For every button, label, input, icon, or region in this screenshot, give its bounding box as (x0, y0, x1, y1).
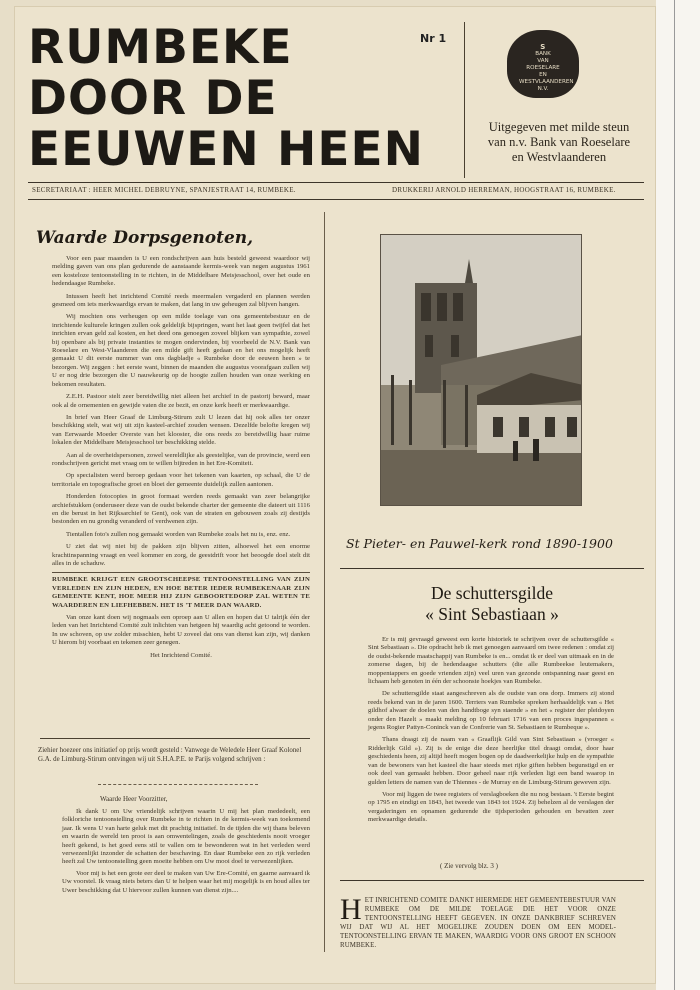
logo-line-3: ROESELARE (526, 65, 560, 71)
letter-paragraph: Ik dank U om Uw vriendelijk schrijven waarin U mij het plan mededeelt, een folkloriche tentoonstelling over Rumbeke in te richten in de kermis-week van toekomend jaar. Ik wens U van harte geluk met dit prachtig initiatief. In de tijden die wij thans beleven en waarin de wereld ten prooi is aan omwentelingen, zoals de geschiedenis nooit vroeger heeft gekend, is het goed eens stil te vallen om te bewonderen wat in het verleden werd verwezenlijkt inzonder de schatten der beschaving. En daar Rumbeke een zo rijk verleden heeft zal Uw tentoonstelling geen moeite hebben om Uw mooi doel te verwezenlijken. (62, 808, 310, 866)
subtitle-line-2: van n.v. Bank van Roeselare (487, 135, 631, 149)
letter-dashed-rule (98, 784, 258, 785)
title-line-2: DOOR DE (28, 71, 278, 126)
right-paragraph: Er is mij gevraagd geweest een korte historiek te schrijven over de schuttersgilde « Sint Sebastiaan ». Die opdracht heb ik met genoegen aanvaard om twee redenen : omdat zij de oudst-bekende maatschappij van Rumbeke is en... omdat ik er deel van uitmaak en in de zomerse dagen, bij de hedendaagse schutters (die alle Rumbeekse leutemakers, moppentappers en goede vrienden zijn) veel uren van gezonde ontspanning naar geest en lichaam heb genoten in één der schoonste hoekjes van Rumbeke. (368, 636, 614, 686)
right-paragraph: De schuttersgilde staat aangeschreven als de oudste van ons dorp. Immers zij stond reeds bekend van in de jaren 1600. Terriers van Rumbeke spreken herhaaldelijk van « Het gildhof alwaer de doelen van den handtboge syn staende » en het « register der pleidoyen onder den Hazelt » maakt melding op 10 februari 1716 van een proces ingespannen « jegens Rogier Pattyn-Coninck van de Confrerie van St. Sebastiaen te Rumbeque ». (368, 690, 614, 732)
caption-rule (340, 568, 644, 569)
article-title-line-2: « Sint Sebastiaan » (425, 604, 559, 624)
left-paragraph: Z.E.H. Pastoor stelt zeer bereidwillig niet alleen het archief in de pastorij beward, maar ook al de ornementen en gewijde vaten die ze bezit, en onze kerk heeft er merkwaardige. (52, 393, 310, 409)
letter-salutation: Waarde Heer Voorzitter, (100, 795, 168, 803)
masthead-subtitle (470, 120, 648, 165)
drukkerij-line: DRUKKERIJ ARNOLD HERREMAN, HOOGSTRAAT 16, RUMBEKE. (392, 186, 616, 194)
subtitle-line-1: Uitgegeven met milde steun (488, 120, 630, 134)
letter-paragraph: Voor mij is het een grote eer deel te maken van Uw Ere-Comité, en gaarne aanvaard ik Uw voorstel. Ik vraag niets beters dan U te helpen waar het mij mogelijk is en houd alles ter Uwer beschikking dat U hiervoor zullen kunnen van dienst zijn.... (62, 869, 310, 894)
title-line-3: EEUWEN HEEN (28, 122, 424, 177)
article-title-line-1: De schuttersgilde (431, 583, 553, 603)
right-article (368, 636, 614, 829)
logo-line-2: VAN (537, 58, 549, 64)
church-photo (380, 234, 582, 506)
church-illustration (381, 235, 582, 506)
continued-note: ( Zie vervolg blz. 3 ) (440, 862, 498, 870)
masthead-rule-top (28, 182, 644, 183)
left-paragraph: Aan al de overheidspersonen, zowel wereldlijke als geestelijke, van de provincie, werd een rondschrijven gericht met vraag om te willen bijtreden in het Ere-Komiteit. (52, 451, 310, 467)
logo-line-1: BANK (535, 51, 551, 57)
photo-caption: St Pieter- en Pauwel-kerk rond 1890-1900 (346, 536, 613, 551)
greeting-heading: Waarde Dorpsgenoten, (36, 228, 254, 248)
letter-body (62, 808, 310, 898)
bank-logo (507, 30, 579, 98)
masthead-divider (464, 22, 465, 178)
letter-intro: Ziehier hoezeer ons initiatief op prijs wordt gesteld : Vanwege de Weledele Heer Graaf Kolonel G.A. de Limburg-Stirum ontvingen wij uit S.H.A.P.E. te Parijs volgend schrijven : (38, 747, 302, 763)
closing-text: ET INRICHTEND COMITE DANKT HIERMEDE HET GEMEENTEBESTUUR VAN RUMBEKE OM DE MILDE TOELAGE DIE HET VOOR ONZE TENTOONSTELLING HEEFT GEGEVEN. IN ONZE DANKBRIEF SCHREVEN WIJ DAT WIJ AL HET MOGELIJKE ZOUDEN DOEN OM EEN MODEL-TENTOONSTELLING ERVAN TE MAKEN, WAARDIG VOOR ONS GROOT EN SCHOON RUMBEKE. (340, 897, 616, 949)
secretariaat-line: SECRETARIAAT : HEER MICHEL DEBRUYNE, SPANJESTRAAT 14, RUMBEKE. (32, 186, 296, 194)
drop-cap: H (340, 893, 362, 926)
closing-rule (340, 880, 644, 881)
subtitle-line-3: en Westvlaanderen (511, 150, 607, 164)
right-paragraph: Voor mij liggen de twee registers of verslagboeken die nu nog bestaan. 't Eerste begint op 1795 en eindigt en 1843, het tweede van 1843 tot 1924. Zij behelzen al de verslagen der vergaderingen en opnamen gedurende die tijdsperioden gehouden en bevatten zeer merkwaardige details. (368, 790, 614, 824)
issue-number: Nr 1 (420, 32, 447, 45)
left-paragraph: Voor een paar maanden is U een rondschrijven aan huis besteld geweest waardoor wij melding gaven van ons plan gedurende de aanstaande kermis-week van negen augustus 1961 een kosteloze tentoonstelling in te richten, in de Middelbare Meisjesschool, over het oude en hedendaagse Rumbeke. (52, 255, 310, 288)
left-paragraph: In brief van Heer Graaf de Limburg-Stirum zult U lezen dat hij ook alles ter onzer beschikking stelt, wat wij uit zijn kasteel-archief zouden wensen. Dezelfde belofte kregen wij van Eerwaarde Moeder Overste van het klooster, die ons reeds zo bereidwillig haar ruime lokalen der Middelbare Meisjesschool ter beschikking stelde. (52, 413, 310, 447)
scan-margin (656, 0, 700, 990)
left-paragraph: Honderden fotocopies in groot formaat werden reeds gemaakt van zeer belangrijke archiefstukken (onderuseer deze van de oudst bekende charter der gemeente die dateert uit 1116 en die berust in het Rijksarchief te Gent), ook van de straten en gebouwen zoals zij destijds bestonden en nu grondig veranderd of verdwenen zijn. (52, 493, 310, 526)
closing-paragraph: Van onze kant doen wij nogmaals een oproep aan U allen en hopen dat U talrijk één der leden van het Inrichtend Comité zult inlichten van hetgeen hij waardig acht getoond te worden. In uw schoven, op uw zolder misschien, hebt U zoveel dat ons van dienst kan zijn, wij danken U hierom bij voorbaat en tekenen zeer genegen. (52, 614, 310, 647)
left-paragraph: U ziet dat wij niet bij de pakken zijn blijven zitten, alhoewel het een enorme krachtinspanning vraagt en veel kommer en zorg, de geestdrift voor het beoogde doel stelt dit alles in de schaduw. (52, 543, 310, 567)
masthead-rule-bottom (28, 199, 644, 200)
column-divider (324, 212, 325, 952)
left-article (52, 255, 310, 664)
title-line-1: RUMBEKE (28, 20, 293, 75)
signature: Het Inrichtend Comité. (150, 651, 212, 659)
caps-statement: RUMBEKE KRIJGT EEN GROOTSCHEEPSE TENTOONSTELLING VAN ZIJN VERLEDEN EN ZIJN HEDEN, EN HOE BETER IEDER RUMBEKENAAR ZIJN GEMEENTE KENT, HOE MEER HIJ ZIJN GEBOORTEDORP ZAL WETEN TE WAARDEREN EN LIEFHEBBEN. HET IS 'T MEER DAN WAARD. (52, 572, 310, 610)
left-paragraph: Tientallen foto's zullen nog gemaakt worden van Rumbeke zoals het nu is, enz. enz. (66, 530, 291, 538)
left-paragraph: Wij mochten ons verheugen op een milde toelage van ons gemeentebestuur en de inrichtende kulturele kringen zullen ook geldelijk bijspringen, want het laat geen twijfel dat het inrichten ervan geld zal kosten, en het deed ons genoegen zoveel blijken van sympathie, zowel bij openbare als bij private instanties te mogen ondervinden, bij voorbeeld de N.V. Bank van Roeselare en West-Vlaanderen die een milde gift heeft gedaan en het ons mogelijk heeft gemaakt U dit eerste nummer van ons dagbladje « Rumbeke door de eeuwen heen » te bezorgen. Wij zeggen : het eerste want, binnen de maanden die augustus voorafgaan zullen wij U er nog drie bezorgen die U nauwkeurig op de hoogte zullen houden van onze werking en bekomen resultaten. (52, 313, 310, 388)
logo-line-4: EN (539, 72, 547, 78)
logo-line-6: N.V. (537, 86, 549, 92)
closing-notice (340, 893, 616, 950)
left-paragraph: Op specialisten werd beroep gedaan voor het tekenen van kaarten, op schaal, die U de territoriale en topografische groei en bloei der gemeente duidelijk zullen aantonen. (52, 472, 310, 488)
logo-initial: S (540, 43, 546, 51)
left-paragraph: Intussen heeft het inrichtend Comité reeds meermalen vergaderd en plannen werden gesmeed om iets merkwaardigs ervan te maken, dat lang in uw geheugen zal blijven hangen. (52, 292, 310, 309)
left-section-rule (40, 738, 310, 739)
logo-line-5: WESTVLAANDEREN (519, 79, 574, 85)
right-paragraph: Thans draagt zij de naam van « Graaflijk Gild van Sint Sebastiaan » (vroeger « Ridderlijk Gild »). Zij is de enige die deze heerlijke titel draagt omdat, door haar geschiedenis heen, zij altijd heeft mogen bogen op de daadwerkelijke hulp en de sympathie van de bewoners van het kasteel die haar steeds met rijke giften hebben begunstigd en er ook deel van gemaakt hebben. Door geheel naar rijk verleden ligt een band waarop in gulden letters de namen van de Thiennes - de Murray en de Limburg-Stirum geweven zijn. (368, 736, 614, 786)
article-title (340, 583, 644, 625)
masthead-title (28, 22, 458, 175)
